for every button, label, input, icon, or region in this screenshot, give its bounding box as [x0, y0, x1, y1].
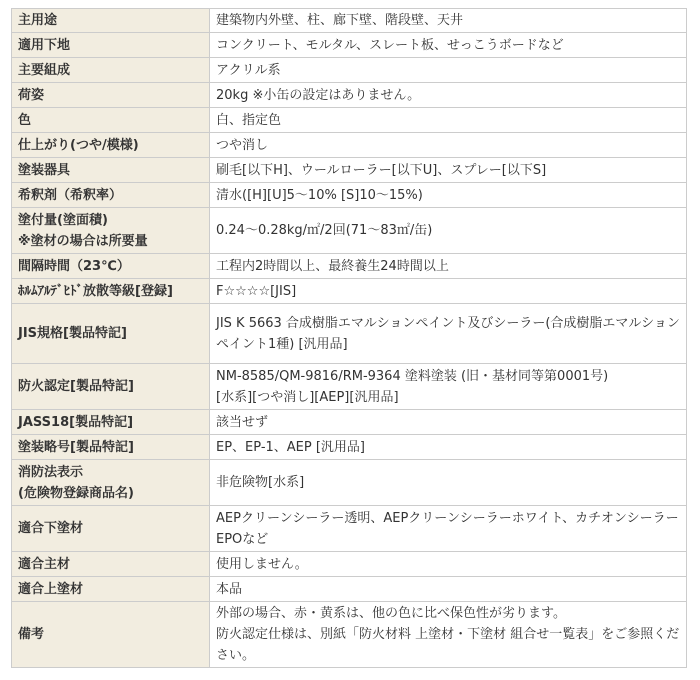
row-value: 外部の場合、赤・黄系は、他の色に比べ保色性が劣ります。 防火認定仕様は、別紙「防火材料 上塗材・下塗材 組合せ一覧表」をご参照ください。 [210, 602, 687, 668]
table-row [12, 33, 687, 58]
table-row [12, 254, 687, 279]
row-label: JASS18[製品特記] [12, 410, 210, 435]
row-label: ﾎﾙﾑｱﾙﾃﾞﾋﾄﾞ放散等級[登録] [12, 279, 210, 304]
table-row [12, 279, 687, 304]
row-value: 使用しません。 [210, 552, 687, 577]
table-row [12, 460, 687, 506]
row-label: 間隔時間（23℃） [12, 254, 210, 279]
row-label: 荷姿 [12, 83, 210, 108]
table-row [12, 133, 687, 158]
row-label: 塗付量(塗面積) ※塗材の場合は所要量 [12, 208, 210, 254]
table-row [12, 602, 687, 668]
table-row [12, 552, 687, 577]
row-label: 消防法表示 (危険物登録商品名) [12, 460, 210, 506]
row-label: 色 [12, 108, 210, 133]
table-row [12, 410, 687, 435]
row-value: 0.24～0.28kg/㎡/2回(71～83㎡/缶) [210, 208, 687, 254]
product-spec-table [11, 8, 687, 668]
row-value: コンクリート、モルタル、スレート板、せっこうボードなど [210, 33, 687, 58]
table-row [12, 304, 687, 364]
table-row [12, 108, 687, 133]
row-value: 白、指定色 [210, 108, 687, 133]
row-value: 該当せず [210, 410, 687, 435]
row-value: JIS K 5663 合成樹脂エマルションペイント及びシーラー(合成樹脂エマルションペイント1種) [汎用品] [210, 304, 687, 364]
row-value: EP、EP-1、AEP [汎用品] [210, 435, 687, 460]
row-value: 建築物内外壁、柱、廊下壁、階段壁、天井 [210, 9, 687, 33]
table-row [12, 208, 687, 254]
table-row [12, 83, 687, 108]
row-value: アクリル系 [210, 58, 687, 83]
row-value: 刷毛[以下H]、ウールローラー[以下U]、スプレー[以下S] [210, 158, 687, 183]
row-label: 適合上塗材 [12, 577, 210, 602]
row-value: AEPクリーンシーラー透明、AEPクリーンシーラーホワイト、カチオンシーラーEPOなど [210, 506, 687, 552]
row-value: つや消し [210, 133, 687, 158]
table-row [12, 506, 687, 552]
table-row [12, 435, 687, 460]
row-value: 非危険物[水系] [210, 460, 687, 506]
row-label: 主要組成 [12, 58, 210, 83]
row-label: 主用途 [12, 9, 210, 33]
table-row [12, 183, 687, 208]
table-row [12, 9, 687, 33]
row-label: 希釈剤（希釈率） [12, 183, 210, 208]
row-value: 本品 [210, 577, 687, 602]
row-value: NM-8585/QM-9816/RM-9364 塗料塗装 (旧・基材同等第0001号) [水系][つや消し][AEP][汎用品] [210, 364, 687, 410]
table-row [12, 58, 687, 83]
row-label: 防火認定[製品特記] [12, 364, 210, 410]
row-label: 適合主材 [12, 552, 210, 577]
row-label: 備考 [12, 602, 210, 668]
table-row [12, 577, 687, 602]
row-value: F☆☆☆☆[JIS] [210, 279, 687, 304]
row-value: 20kg ※小缶の設定はありません。 [210, 83, 687, 108]
row-label: 適用下地 [12, 33, 210, 58]
row-label: JIS規格[製品特記] [12, 304, 210, 364]
row-label: 適合下塗材 [12, 506, 210, 552]
row-label: 仕上がり(つや/模様) [12, 133, 210, 158]
table-row [12, 364, 687, 410]
row-value: 工程内2時間以上、最終養生24時間以上 [210, 254, 687, 279]
row-value: 清水([H][U]5～10% [S]10～15%) [210, 183, 687, 208]
row-label: 塗装器具 [12, 158, 210, 183]
row-label: 塗装略号[製品特記] [12, 435, 210, 460]
table-row [12, 158, 687, 183]
